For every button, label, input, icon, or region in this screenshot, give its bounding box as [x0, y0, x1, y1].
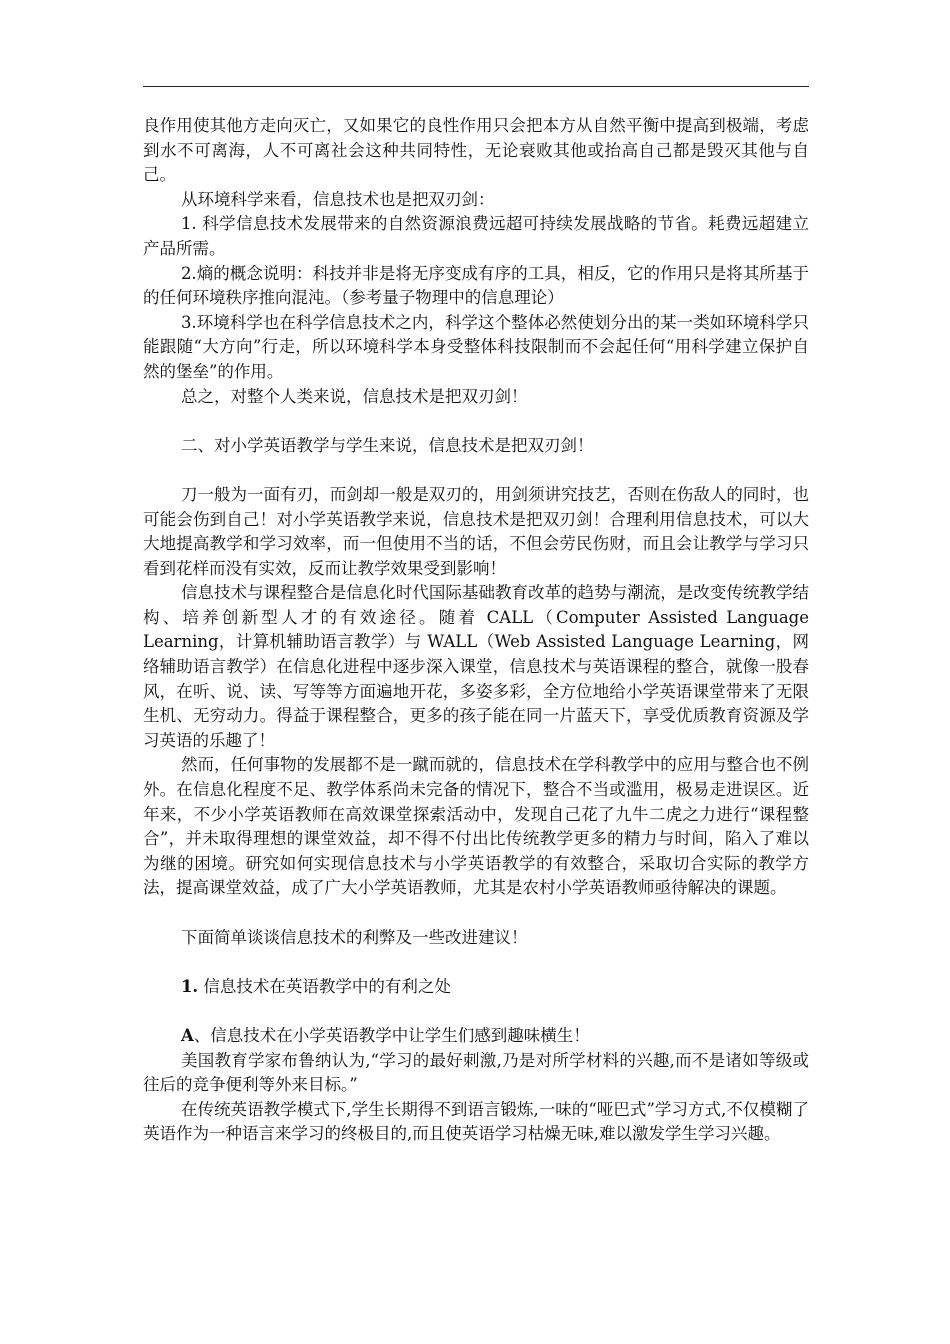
spacer [143, 999, 809, 1024]
point-heading [143, 1024, 809, 1049]
point-letter: A [180, 1025, 194, 1045]
spacer [143, 409, 809, 434]
document-body [143, 114, 809, 1147]
paragraph: 刀一般为一面有刃，而剑却一般是双刃的，用剑须讲究技艺，否则在伤敌人的同时，也可能会伤到自己！对小学英语教学来说，信息技术是把双刃剑！合理利用信息技术，可以大大地提高教学和学习效率，而一但使用不当的话，不但会劳民伤财，而且会让教学与学习只看到花样而没有实效，反而让教学效果受到影响！ [143, 484, 809, 578]
section-number: 1. [180, 976, 199, 996]
list-item: 3.环境科学也在科学信息技术之内，科学这个整体必然使划分出的某一类如环境科学只能跟随“大方向”行走，所以环境科学本身受整体科技限制而不会起任何“用科学建立保护自然的堡垒”的作用。 [143, 312, 809, 381]
list-item: 2.熵的概念说明：科技并非是将无序变成有序的工具，相反，它的作用只是将其所基于的任何环境秩序推向混沌。（参考量子物理中的信息理论） [143, 263, 809, 308]
list-item: 1. 科学信息技术发展带来的自然资源浪费远超可持续发展战略的节省。耗费远超建立产品所需。 [143, 214, 809, 258]
spacer [143, 901, 809, 926]
paragraph: 信息技术与课程整合是信息化时代国际基础教育改革的趋势与潮流，是改变传统教学结构、培养创新型人才的有效途径。随着 CALL（Computer Assisted Language Learning，计算机辅助语言教学）与 WALL（Web Assisted Language Learning，网络辅助语言教学）在信息化进程中逐步深入课堂，信息技术与英语课程的整合，就像一股春风，在听、说、读、写等等方面遍地开花，多姿多彩，全方位地给小学英语课堂带来了无限生机、无穷动力。得益于课程整合，更多的孩子能在同一片蓝天下，享受优质教育资源及学习英语的乐趣了！ [143, 583, 809, 750]
paragraph: 总之，对整个人类来说，信息技术是把双刃剑！ [180, 386, 528, 406]
spacer [143, 950, 809, 975]
paragraph: 从环境科学来看，信息技术也是把双刃剑： [180, 189, 495, 209]
subsection-title: 信息技术在英语教学中的有利之处 [203, 976, 451, 996]
subsection-heading [143, 975, 809, 1000]
header-rule [143, 86, 809, 87]
point-title: 、信息技术在小学英语教学中让学生们感到趣味横生！ [193, 1025, 590, 1045]
paragraph: 下面简单谈谈信息技术的利弊及一些改进建议！ [180, 927, 528, 947]
paragraph: 良作用使其他方走向灭亡，又如果它的良性作用只会把本方从自然平衡中提高到极端，考虑到水不可离海，人不可离社会这种共同特性，无论衰败其他或抬高自己都是毁灭其他与自己。 [143, 116, 809, 185]
section-heading: 二、对小学英语教学与学生来说，信息技术是把双刃剑！ [180, 435, 594, 455]
spacer [143, 458, 809, 483]
paragraph: 美国教育学家布鲁纳认为,“学习的最好刺激,乃是对所学材料的兴趣,而不是诸如等级或往后的竞争便利等外来目标。” [143, 1050, 809, 1095]
paragraph: 在传统英语教学模式下,学生长期得不到语言锻炼,一味的“哑巴式”学习方式,不仅模糊了英语作为一种语言来学习的终极目的,而且使英语学习枯燥无味,难以激发学生学习兴趣。 [143, 1099, 809, 1144]
paragraph: 然而，任何事物的发展都不是一蹴而就的，信息技术在学科教学中的应用与整合也不例外。在信息化程度不足、教学体系尚未完备的情况下，整合不当或滥用，极易走进误区。近年来，不少小学英语教师在高效课堂探索活动中，发现自己花了九牛二虎之力进行“课程整合”，并未取得理想的课堂效益，却不得不付出比传统教学更多的精力与时间，陷入了难以为继的困境。研究如何实现信息技术与小学英语教学的有效整合，采取切合实际的教学方法，提高课堂效益，成了广大小学英语教师，尤其是农村小学英语教师亟待解决的课题。 [143, 755, 809, 898]
